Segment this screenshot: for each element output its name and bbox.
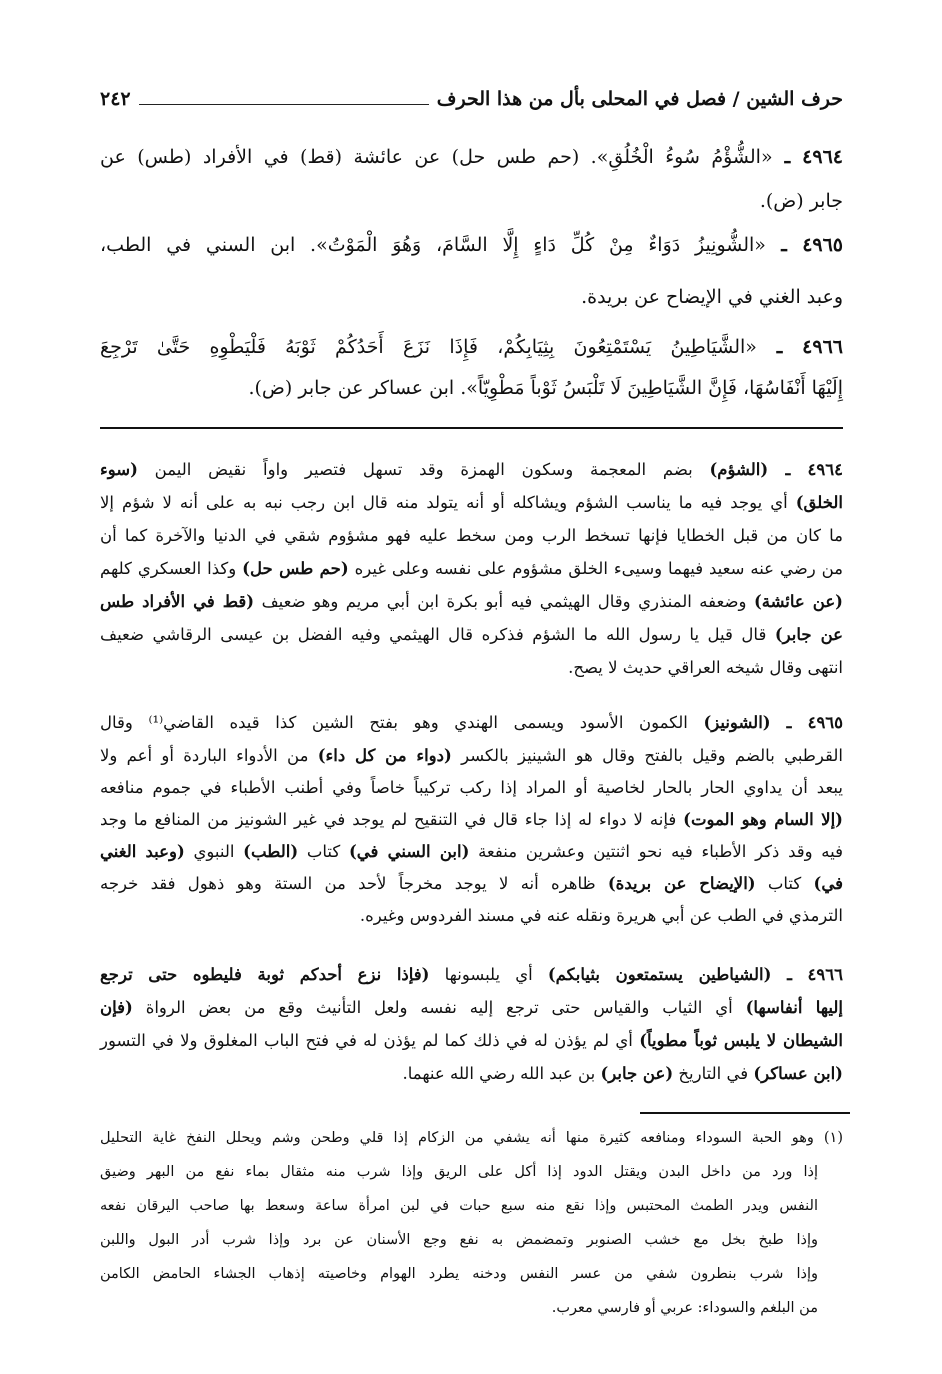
bold-text-segment: (إلا السام وهو الموت) bbox=[683, 810, 843, 829]
commentary-line bbox=[100, 805, 843, 835]
commentary-line bbox=[100, 1026, 843, 1056]
bold-text-segment: ٤٩٦٤ ـ (الشؤم) bbox=[709, 460, 843, 479]
text-segment: بضم المعجمة وسكون الهمزة وقد تسهل فتصير واواً نقيض اليمن bbox=[137, 460, 710, 479]
text-segment: النفس ويدر الطمث المحتبس وإذا نقع منه سبع حبات في لبن امرأة ساعة وسعط بها صاحب اليرقان نفعه bbox=[100, 1198, 818, 1214]
text-segment: القرطبي بالضم وقيل بالفتح وقال هو الشينيز بالكسر bbox=[451, 746, 843, 765]
text-segment: وإذا شرب بنطرون شفي من عسر النفس ودخنه يطرد الهوام وخاصيته إذهاب الجشاء الحامض الكامن bbox=[100, 1266, 818, 1282]
bold-text-segment: الخلق) bbox=[795, 493, 843, 512]
bold-text-segment: الشيطان لا يلبس ثوباً مطوياً) bbox=[639, 1031, 843, 1050]
bold-text-segment: إليها أنفاسها) bbox=[745, 998, 843, 1017]
text-segment: يبعد أن يداوي الحار بالحار لخاصية أو المراد إذا ركب تركيباً خاصاً وفي أطنب الأطباء في جموم منافعه bbox=[100, 778, 843, 797]
text-segment: من البلغم والسوداء: عربي أو فارسي معرب. bbox=[551, 1300, 818, 1316]
hadith-line bbox=[100, 332, 843, 362]
bold-text-segment: ٤٩٦٤ ـ bbox=[772, 146, 843, 168]
text-segment: إذا ورد من داخل البدن ويقتل الدود إذا أكل على الريق وإذا شرب منه مثقال بماء نفع من البهر وضيق bbox=[100, 1164, 818, 1180]
text-segment: أي يوجد فيه ما يناسب الشؤم ويشاكله أو أنه يتولد منه قال ابن رجب نبه به على أنه لا شؤم إلا bbox=[100, 493, 796, 512]
commentary-line bbox=[100, 488, 843, 518]
bold-text-segment: ٤٩٦٥ ـ bbox=[765, 234, 844, 256]
bold-text-segment: (عن جابر) bbox=[600, 1064, 674, 1083]
text-segment: كتاب bbox=[298, 842, 349, 861]
commentary-line bbox=[100, 620, 843, 650]
bold-text-segment: (حم طس حل) bbox=[242, 559, 349, 578]
commentary-line bbox=[100, 960, 843, 990]
bold-text-segment: (وعبد الغني bbox=[100, 842, 185, 861]
footnote-line bbox=[100, 1123, 843, 1153]
footnote-line bbox=[100, 1191, 818, 1221]
text-segment: «الشُّونِيزُ دَوَاءٌ مِنْ كُلِّ دَاءٍ إِلَّا السَّامَ، وَهُوَ الْمَوْتُ». ابن السني في الطب، bbox=[100, 234, 766, 256]
bold-text-segment: (سوء bbox=[100, 460, 138, 479]
hadith-line bbox=[100, 282, 843, 312]
text-segment: أي الثياب والقياس حتى ترجع إليه نفسه ولعل التأنيث وقع من بعض الرواة bbox=[132, 998, 746, 1017]
text-segment: فإنه لا دواء له إذا جاء قال في التنقيح لم يوجد في غير الشونيز من المنافع ما وجد bbox=[100, 810, 684, 829]
text-segment: جابر (ض). bbox=[759, 190, 843, 212]
bold-text-segment: عن جابر) bbox=[774, 625, 843, 644]
text-segment: الكمون الأسود ويسمى الهندي وهو بفتح الشين كذا قيده القاضي⁽¹⁾ وقال bbox=[100, 713, 704, 732]
header-rule bbox=[139, 104, 429, 105]
text-segment: «الشُّؤْمُ سُوءُ الْخُلُقِ». (حم طس حل) عن عائشة (قط) في الأفراد (طس) عن bbox=[100, 146, 773, 168]
text-segment: ما كان من قبل الخطايا فإنها تسخط الرب ومن سخط عليه فهو مشؤوم شقي في الدنيا والآخرة كما أن bbox=[100, 526, 843, 545]
commentary-line bbox=[100, 708, 843, 738]
bold-text-segment: (ابن السني في) bbox=[348, 842, 470, 861]
text-segment: بن عبد الله رضي الله عنهما. bbox=[402, 1064, 601, 1083]
commentary-line bbox=[100, 869, 843, 899]
commentary-line bbox=[100, 554, 843, 584]
running-header bbox=[100, 84, 843, 114]
bold-text-segment: (الطب) bbox=[243, 842, 299, 861]
text-segment: إِلَيْهَا أَنْفَاسُهَا، فَإِنَّ الشَّيَاطِينَ لَا تَلْبَسُ ثَوْباً مَطْوِيّاً». ابن عساكر عن جابر (ض). bbox=[248, 377, 843, 399]
text-segment: في التاريخ bbox=[673, 1064, 754, 1083]
commentary-line bbox=[100, 993, 843, 1023]
text-segment: كتاب bbox=[755, 874, 814, 893]
text-segment: قال قيل يا رسول الله ما الشؤم فذكره قال الهيثمي وفيه الفضل بن عيسى الرقاشي ضعيف bbox=[100, 625, 775, 644]
bold-text-segment: (ابن عساكر) bbox=[753, 1064, 843, 1083]
bold-text-segment: (قط في الأفراد طس bbox=[100, 592, 255, 611]
commentary-line bbox=[100, 741, 843, 771]
hadith-line bbox=[100, 373, 843, 403]
page-number: ٢٤٢ bbox=[100, 88, 131, 110]
commentary-line bbox=[100, 521, 843, 551]
footnote-line bbox=[100, 1157, 818, 1187]
bold-text-segment: ٤٩٦٦ ـ (الشياطين يستمتعون بثيابكم) bbox=[547, 965, 843, 984]
bold-text-segment: ٤٩٦٥ ـ (الشونيز) bbox=[703, 713, 844, 732]
footnote-divider bbox=[640, 1112, 850, 1114]
bold-text-segment: ٤٩٦٦ ـ bbox=[756, 336, 843, 358]
text-segment: ظاهره أنه لا يوجد مخرجاً لأحد من الستة وهو ذهول فقد خرجه bbox=[100, 874, 608, 893]
text-segment: من رضي عنه سعيد فيهما وسيىء الخلق مشؤوم على نفسه وعلى غيره bbox=[348, 559, 844, 578]
main-divider bbox=[100, 427, 843, 429]
text-segment: وكذا العسكري كلهم bbox=[100, 559, 243, 578]
header-title: حرف الشين / فصل في المحلى بأل من هذا الحرف bbox=[436, 88, 843, 110]
text-segment: فيه وقد ذكر الأطباء فيه نحو اثنتين وعشرين منفعة bbox=[469, 842, 844, 861]
footnote-line bbox=[100, 1225, 818, 1255]
text-segment: وعبد الغني في الإيضاح عن بريدة. bbox=[581, 286, 843, 308]
text-segment: (١) وهو الحبة السوداء ومنافعه كثيرة منها أنه يشفي من الزكام إذا قلي وطحن وشم ويحلل النفخ غاية التحليل bbox=[100, 1130, 843, 1146]
bold-text-segment: (دواء من كل داء) bbox=[317, 746, 452, 765]
text-segment: أي يلبسونها bbox=[429, 965, 548, 984]
text-segment: وإذا طبخ بخل مع خشب الصنوبر وتمضمض به نفع وجع الأسنان عن برد وإذا شرب أدر البول واللبن bbox=[100, 1232, 818, 1248]
text-segment: «الشَّيَاطِينُ يَسْتَمْتِعُونَ بِثِيَابِكُمْ، فَإِذَا نَزَعَ أَحَدُكُمْ ثَوْبَهُ فَلْيَطْوِهِ حَتَّىٰ تَرْجِعَ bbox=[100, 336, 757, 358]
footnote-line bbox=[100, 1259, 818, 1289]
footnote-line bbox=[100, 1293, 818, 1323]
hadith-line bbox=[100, 186, 843, 216]
commentary-line bbox=[100, 901, 843, 931]
bold-text-segment: (عن عائشة) bbox=[753, 592, 843, 611]
hadith-line bbox=[100, 142, 843, 172]
bold-text-segment: (فإذا نزع أحدكم ثوبة فليطوه حتى ترجع bbox=[100, 965, 430, 984]
commentary-line bbox=[100, 1059, 843, 1089]
text-segment: أي لم يؤذن له في ذلك كما لم يؤذن له في فتح الباب المغلوق ولا في التسور bbox=[100, 1031, 640, 1050]
text-segment: انتهى وقال شيخه العراقي حديث لا يصح. bbox=[568, 658, 843, 677]
commentary-line bbox=[100, 653, 843, 683]
text-segment: الترمذي في الطب عن أبي هريرة ونقله عنه في مسند الفردوس وغيره. bbox=[359, 906, 843, 925]
commentary-line bbox=[100, 837, 843, 867]
bold-text-segment: (فإن bbox=[100, 998, 133, 1017]
commentary-line bbox=[100, 587, 843, 617]
commentary-line bbox=[100, 773, 843, 803]
hadith-line bbox=[100, 230, 843, 260]
commentary-line bbox=[100, 455, 843, 485]
bold-text-segment: في) bbox=[813, 874, 843, 893]
text-segment: من الأدواء الباردة أو أعم ولا bbox=[100, 746, 318, 765]
bold-text-segment: (الإيضاح عن بريدة) bbox=[607, 874, 756, 893]
text-segment: وضعفه المنذري وقال الهيثمي فيه أبو بكرة ابن أبي مريم وهو ضعيف bbox=[254, 592, 754, 611]
text-segment: النبوي bbox=[184, 842, 244, 861]
